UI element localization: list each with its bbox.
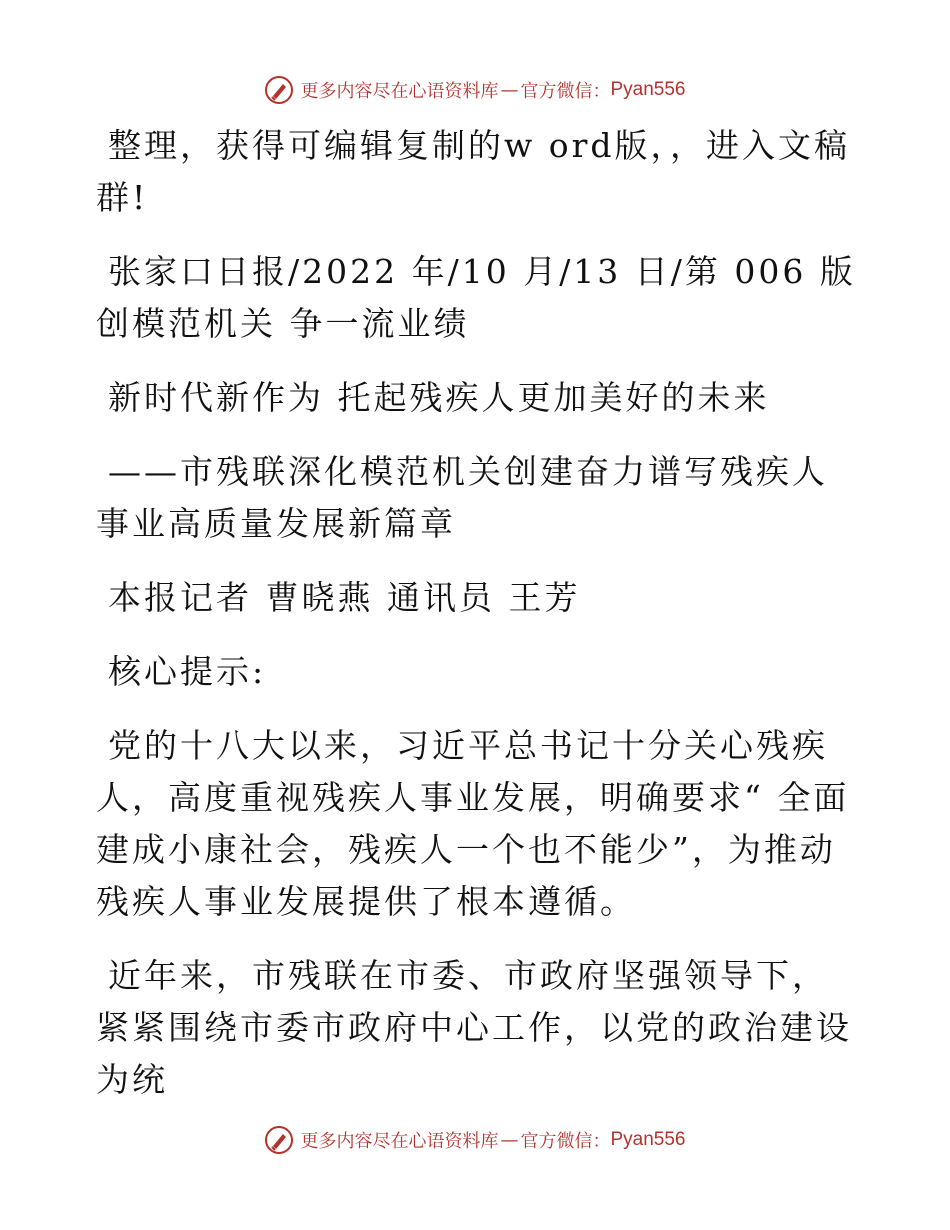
paragraph: 整理，获得可编辑复制的w ord版，，进入文稿群! — [96, 126, 851, 217]
watermark-wechat-label: 官方微信： — [520, 81, 611, 102]
watermark-wechat-id: Pyan556 — [610, 79, 686, 100]
watermark-separator: — — [500, 1129, 519, 1151]
paragraph: 党的十八大以来，习近平总书记十分关心残疾人，高度重视残疾人事业发展，明确要求“ 全面建成小康社会，残疾人一个也不能少”，为推动残疾人事业发展提供了根本遵循。 — [96, 726, 850, 921]
article-title: 新时代新作为 托起残疾人更加美好的未来 — [108, 378, 770, 417]
watermark-text: 更多内容尽在心语资料库 — [300, 81, 499, 102]
article-subtitle: ——市残联深化模范机关创建奋力谱写残疾人事业高质量发展新篇章 — [96, 452, 828, 543]
pen-logo-icon — [264, 1125, 294, 1155]
header-watermark — [0, 70, 950, 110]
pen-logo-icon — [264, 75, 294, 105]
byline: 本报记者 曹晓燕 通讯员 王芳 — [108, 578, 581, 617]
footer-watermark — [0, 1120, 950, 1160]
paragraph: 张家口日报/2022 年/10 月/13 日/第 006 版创模范机关 争一流业绩 — [96, 252, 856, 343]
summary-heading: 核心提示: — [108, 652, 267, 691]
watermark-wechat-label: 官方微信： — [520, 1131, 611, 1152]
paragraph: 近年来，市残联在市委、市政府坚强领导下，紧紧围绕市委市政府中心工作，以党的政治建设为统 — [96, 956, 852, 1099]
document-body — [96, 120, 856, 1128]
watermark-separator: — — [500, 79, 519, 101]
watermark-text: 更多内容尽在心语资料库 — [300, 1131, 499, 1152]
watermark-wechat-id: Pyan556 — [610, 1129, 686, 1150]
